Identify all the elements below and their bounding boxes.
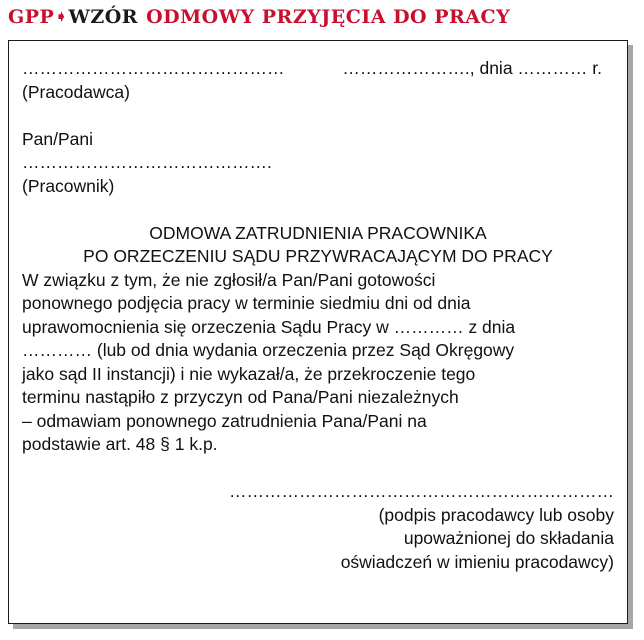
employee-label: (Pracownik) xyxy=(22,175,115,196)
spacer xyxy=(22,198,614,222)
employer-line: ……………………………………… xyxy=(22,58,285,78)
heading-line-1: ODMOWA ZATRUDNIENIA PRACOWNIKA xyxy=(149,222,487,243)
signature-label-line: upoważnionej do składania xyxy=(403,528,614,548)
body-line: W związku z tym, że nie zgłosił/a Pan/Pani gotowości xyxy=(22,269,436,290)
document-body xyxy=(22,57,614,574)
page-title: ODMOWY PRZYJĘCIA DO PRACY xyxy=(146,6,511,28)
employer-label: (Pracodawca) xyxy=(22,81,130,102)
body-line: terminu nastąpiło z przyczyn od Pana/Pani niezależnych xyxy=(22,387,459,407)
spacer xyxy=(22,104,614,128)
body-line: ponownego podjęcia pracy w terminie siedmiu dni od dnia xyxy=(22,293,471,313)
employer-place-date-row xyxy=(22,57,614,81)
header-prefix: WZÓR xyxy=(68,6,139,28)
body-paragraph xyxy=(22,269,614,457)
place-date-line: …………………., dnia ………… r. xyxy=(342,58,602,78)
page-header xyxy=(8,4,510,30)
signature-label-line: oświadczeń w imieniu pracodawcy) xyxy=(340,551,614,572)
heading-line-2: PO ORZECZENIU SĄDU PRZYWRACAJĄCYM DO PRACY xyxy=(83,246,553,266)
salutation: Pan/Pani xyxy=(22,128,94,149)
body-line: – odmawiam ponownego zatrudnienia Pana/Pani na xyxy=(22,410,427,431)
signature-label-line: (podpis pracodawcy lub osoby xyxy=(378,504,614,525)
signature-line: ………………………………………………………… xyxy=(229,481,614,501)
triangle-arrow-icon: ➧ xyxy=(55,9,68,25)
body-line: jako sąd II instancji) i nie wykazał/a, że przekroczenie tego xyxy=(22,363,476,384)
brand-logo: GPP xyxy=(8,6,55,28)
document-frame xyxy=(8,40,628,624)
body-line: podstawie art. 48 § 1 k.p. xyxy=(22,434,218,454)
signature-block xyxy=(22,480,614,574)
employee-line: ……………………………………. xyxy=(22,152,272,172)
body-line: uprawomocnienia się orzeczenia Sądu Pracy w ………… z dnia xyxy=(22,316,516,337)
body-line: ………… (lub od dnia wydania orzeczenia przez Sąd Okręgowy xyxy=(22,340,515,360)
